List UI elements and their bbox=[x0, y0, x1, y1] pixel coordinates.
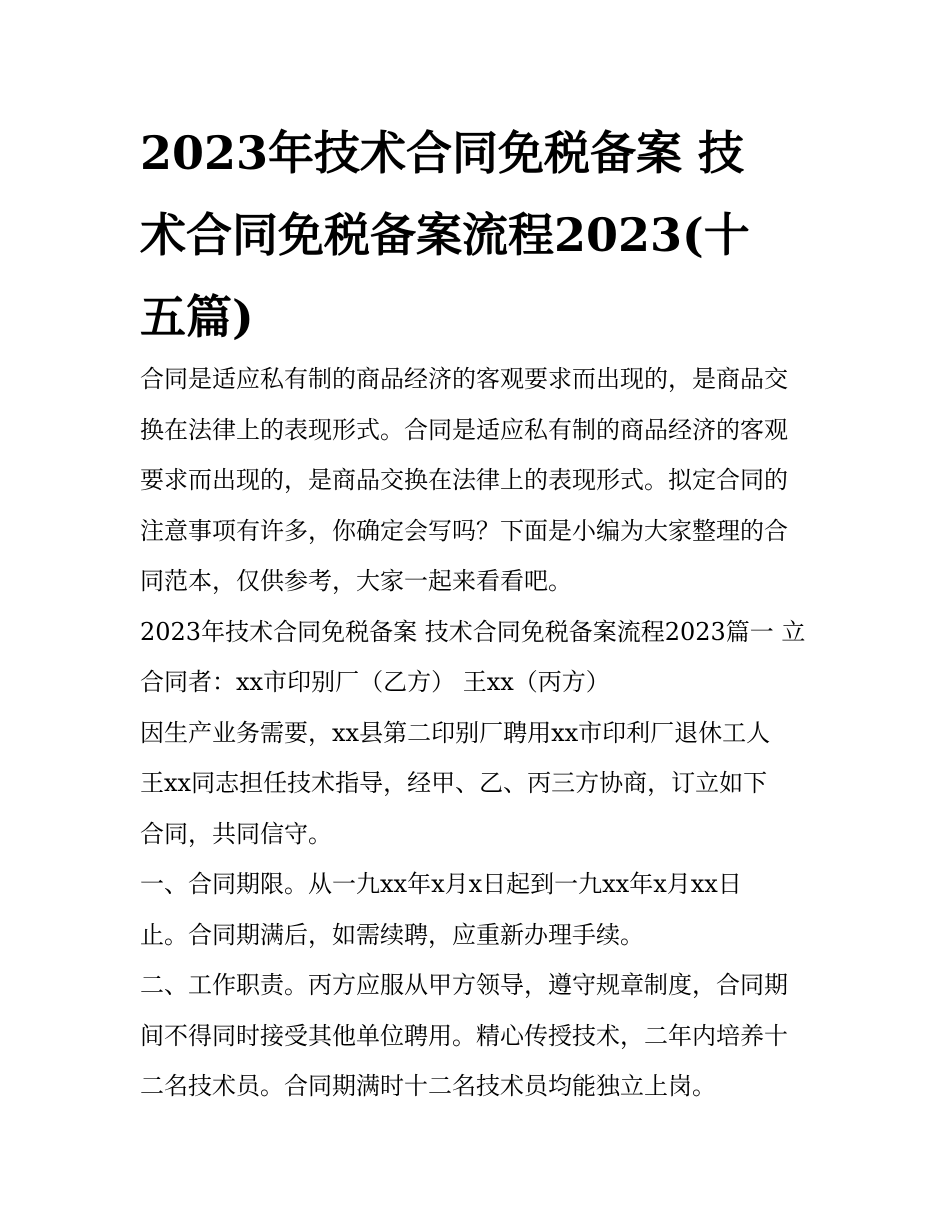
body-line: 王xx同志担任技术指导，经甲、乙、丙三方协商，订立如下 bbox=[140, 769, 768, 797]
title-line: 五篇) bbox=[140, 290, 254, 344]
body-line: 止。合同期满后，如需续聘，应重新办理手续。 bbox=[140, 920, 644, 949]
body-line: 合同是适应私有制的商品经济的客观要求而出现的，是商品交 bbox=[140, 365, 788, 393]
body-line: 注意事项有许多，你确定会写吗？下面是小编为大家整理的合 bbox=[140, 516, 788, 545]
body-line: 要求而出现的，是商品交换在法律上的表现形式。拟定合同的 bbox=[140, 466, 788, 494]
body-line: 一、合同期限。从一九xx年x月x日起到一九xx年x月xx日 bbox=[140, 870, 742, 898]
body-line: 合同，共同信守。 bbox=[140, 819, 332, 848]
body-line: 合同者：xx市印别厂（乙方） 王xx（丙方） bbox=[140, 668, 610, 696]
title-line: 2023年技术合同免税备案 技 bbox=[140, 126, 745, 180]
body-line: 间不得同时接受其他单位聘用。精心传授技术，二年内培养十 bbox=[140, 1021, 788, 1050]
body-line: 二名技术员。合同期满时十二名技术员均能独立上岗。 bbox=[140, 1072, 716, 1100]
body-line: 同范本，仅供参考，大家一起来看看吧。 bbox=[140, 567, 572, 595]
document-body bbox=[140, 354, 820, 1112]
title-line: 术合同免税备案流程2023(十 bbox=[140, 208, 750, 262]
body-line: 因生产业务需要，xx县第二印别厂聘用xx市印利厂退休工人 bbox=[140, 718, 771, 747]
body-line: 换在法律上的表现形式。合同是适应私有制的商品经济的客观 bbox=[140, 415, 788, 444]
document-title bbox=[140, 112, 820, 358]
body-line: 二、工作职责。丙方应服从甲方领导，遵守规章制度，合同期 bbox=[140, 971, 788, 999]
body-line: 2023年技术合同免税备案 技术合同免税备案流程2023篇一 立 bbox=[140, 617, 806, 646]
